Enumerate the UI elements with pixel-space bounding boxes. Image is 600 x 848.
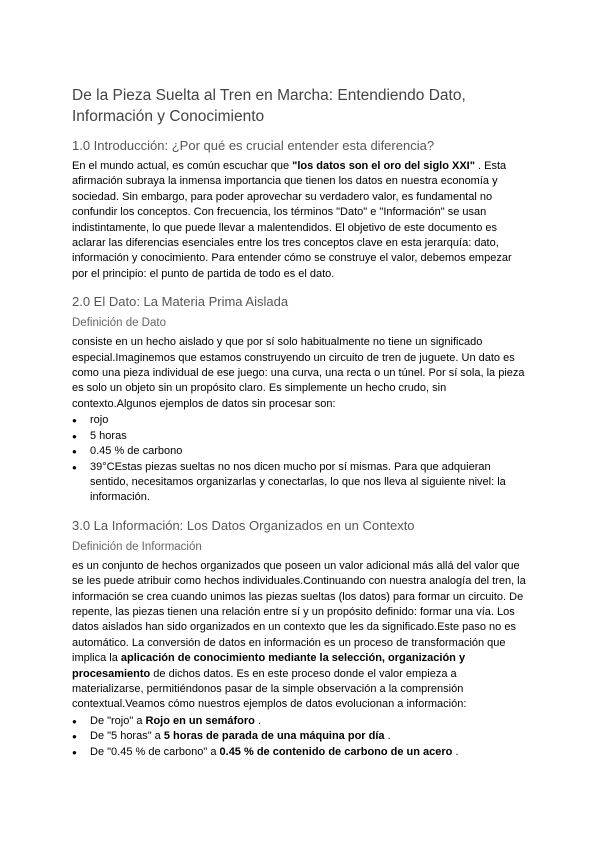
- list-item: ● 5 horas: [90, 429, 528, 444]
- dato-examples-list: [72, 413, 528, 505]
- section-3-heading: 3.0 La Información: Los Datos Organizados en un Contexto: [72, 517, 415, 533]
- informacion-examples-list: [72, 714, 528, 760]
- item-text: De "rojo" a: [90, 714, 146, 727]
- item-bold: 0.45 % de contenido de carbono de un acero: [219, 745, 453, 758]
- intro-text-a: En el mundo actual, es común escuchar que: [72, 160, 293, 172]
- section-introduction: [72, 137, 528, 282]
- definicion-informacion-heading: Definición de Información: [72, 540, 202, 553]
- document-title: De la Pieza Suelta al Tren en Marcha: Entendiendo Dato, Información y Conocimiento: [72, 87, 466, 125]
- informacion-paragraph: [72, 559, 528, 713]
- item-end: .: [254, 714, 262, 727]
- info-text-a: es un conjunto de hechos organizados que poseen un valor adicional más allá del valor que se les puede atribuir como hechos individuales.Continuando con nuestra analogía del tren, la información se crea cuando unimos las piezas sueltas (los datos) para formar un circuito. De repente, las piezas tienen una relación entre sí y un propósito definido: formar una vía. Los datos aislados han sido organizados en un contexto que les da significado.Este paso no es automático. La conversión de datos en información es un proceso de transformación que implica la: [72, 559, 526, 665]
- section-2-heading: 2.0 El Dato: La Materia Prima Aislada: [72, 294, 289, 310]
- item-bold: Rojo en un semáforo: [145, 714, 255, 727]
- item-text: De "5 horas" a: [90, 730, 164, 743]
- intro-text-c: . Esta afirmación subraya la inmensa importancia que tienen los datos en nuestra economía y sociedad. Sin embargo, para poder aprovechar su verdadero valor, es fundamental no confundir los conceptos. Con frecuencia, los términos "Dato" e "Información" se usan indistintamente, lo que puede llevar a malentendidos. El objetivo de este documento es aclarar las diferencias esenciales entre los tres conceptos clave en esta jerarquía: dato, información y conocimiento. Para entender cómo se construye el valor, debemos empezar por el principio: el punto de partida de todo es el dato.: [72, 160, 512, 280]
- info-bold-phrase: aplicación de conocimiento mediante la selección, organización y procesamiento: [72, 652, 466, 680]
- item-text: De "0.45 % de carbono" a: [90, 745, 220, 758]
- definicion-dato-heading: Definición de Dato: [72, 317, 166, 330]
- intro-quote: "los datos son el oro del siglo XXI": [292, 160, 475, 172]
- section-1-heading: 1.0 Introducción: ¿Por qué es crucial entender esta diferencia?: [72, 138, 435, 153]
- info-text-c: de dichos datos. Es en este proceso donde el valor empieza a materializarse, permitiéndonos pasar de la simple observación a la comprensión contextual.Veamos cómo nuestros ejemplos de datos evolucionan a información:: [72, 667, 467, 711]
- intro-paragraph: [72, 159, 528, 282]
- item-end: .: [452, 745, 459, 758]
- list-item: ● 39°CEstas piezas sueltas no nos dicen mucho por sí mismas. Para que adquieran sentido, necesitamos organizarlas y conectarlas, lo que nos lleva al siguiente nivel: la información.: [90, 460, 528, 506]
- section-informacion: [72, 517, 528, 760]
- list-item: [90, 729, 528, 744]
- list-item: ● rojo: [90, 413, 528, 428]
- section-dato: [72, 293, 528, 505]
- list-item: [90, 714, 528, 729]
- item-bold: 5 horas de parada de una máquina por día: [163, 730, 385, 743]
- dato-paragraph: consiste en un hecho aislado y que por sí solo habitualmente no tiene un significado especial.Imaginemos que estamos construyendo un circuito de tren de juguete. Un dato es como una pieza individual de ese juego: una curva, una recta o un túnel. Por sí sola, la pieza es solo un objeto sin un propósito claro. Es simplemente un hecho crudo, sin contexto.Algunos ejemplos de datos sin procesar son:: [72, 336, 525, 410]
- list-item: ● 0.45 % de carbono: [90, 444, 528, 459]
- list-item: [90, 745, 528, 760]
- item-end: .: [384, 730, 391, 743]
